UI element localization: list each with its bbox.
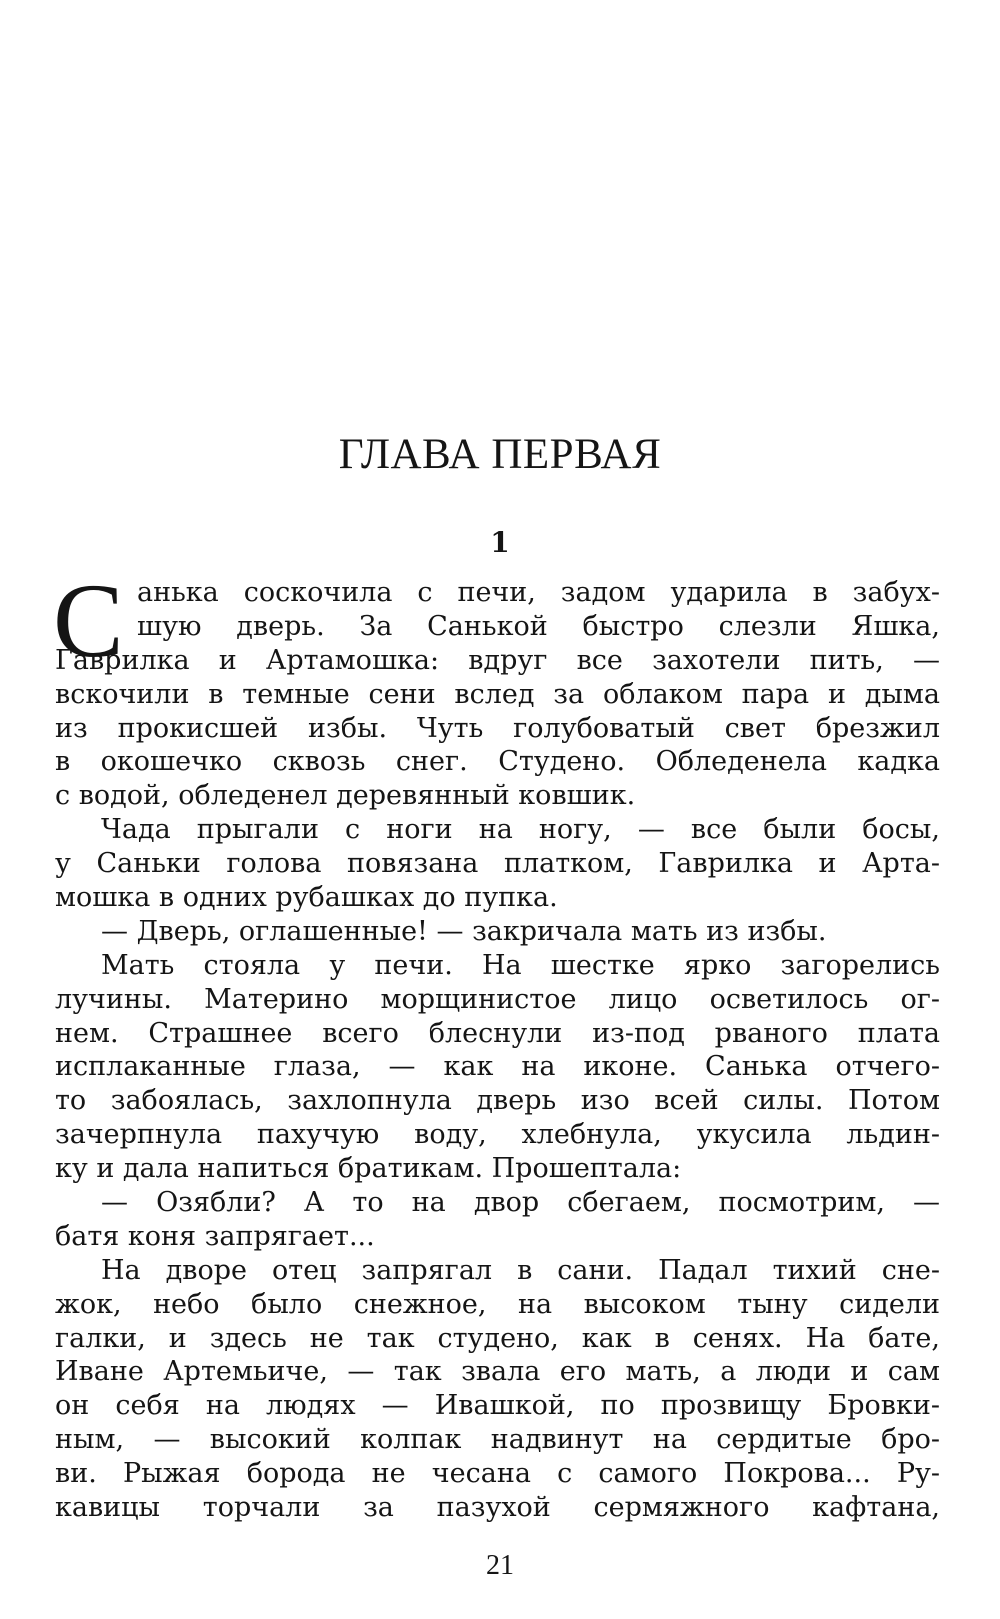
drop-cap: С <box>53 562 124 679</box>
page-number: 21 <box>486 1550 514 1581</box>
chapter-title: ГЛАВА ПЕРВАЯ <box>338 431 662 478</box>
text-line: в окошечко сквозь снег. Студено. Обледенела кадка <box>55 746 940 778</box>
text-line: — Озябли? А то на двор сбегаем, посмотрим, — <box>101 1187 940 1219</box>
text-line: вскочили в темные сени вслед за облаком пара и дыма <box>55 678 940 710</box>
text-line: ным, — высокий колпак надвинут на сердитые бро- <box>55 1424 940 1456</box>
text-line: мошка в одних рубашках до пупка. <box>55 882 558 914</box>
text-line: — Дверь, оглашенные! — закричала мать из избы. <box>101 915 827 947</box>
text-line: жок, небо было снежное, на высоком тыну сидели <box>55 1288 940 1320</box>
text-line: с водой, обледенел деревянный ковшик. <box>55 780 636 812</box>
text-line: Гаврилка и Артамошка: вдруг все захотели пить, — <box>55 644 940 676</box>
text-body <box>53 562 940 1525</box>
text-line: он себя на людях — Ивашкой, по прозвищу Бровки- <box>55 1390 940 1422</box>
text-line: из прокисшей избы. Чуть голубоватый свет брезжил <box>55 712 940 744</box>
text-line: батя коня запрягает... <box>55 1220 375 1252</box>
text-line: ви. Рыжая борода не чесана с самого Покрова... Ру- <box>55 1458 940 1490</box>
text-line: лучины. Материно морщинистое лицо осветилось ог- <box>55 983 940 1015</box>
text-line: галки, и здесь не так студено, как в сенях. На бате, <box>55 1322 940 1354</box>
text-line: исплаканные глаза, — как на иконе. Санька отчего- <box>55 1051 940 1083</box>
text-line: На дворе отец запрягал в сани. Падал тихий сне- <box>101 1254 940 1286</box>
text-line: нем. Страшнее всего блеснули из-под рваного плата <box>55 1017 940 1049</box>
text-line: зачерпнула пахучую воду, хлебнула, укусила льдин- <box>55 1119 940 1151</box>
text-line: шую дверь. За Санькой быстро слезли Яшка, <box>137 610 940 642</box>
text-line: Чада прыгали с ноги на ногу, — все были босы, <box>101 814 940 846</box>
text-line: то забоялась, захлопнула дверь изо всей силы. Потом <box>55 1085 940 1117</box>
text-line: ку и дала напиться братикам. Прошептала: <box>55 1153 682 1185</box>
text-line: Иване Артемьиче, — так звала его мать, а люди и сам <box>55 1356 940 1388</box>
text-line: Мать стояла у печи. На шестке ярко загорелись <box>101 949 940 981</box>
text-line: кавицы торчали за пазухой сермяжного кафтана, <box>55 1492 940 1524</box>
section-number: 1 <box>490 526 510 559</box>
text-line: анька соскочила с печи, задом ударила в забух- <box>137 577 940 608</box>
text-line: у Саньки голова повязана платком, Гаврилка и Арта- <box>55 848 940 880</box>
